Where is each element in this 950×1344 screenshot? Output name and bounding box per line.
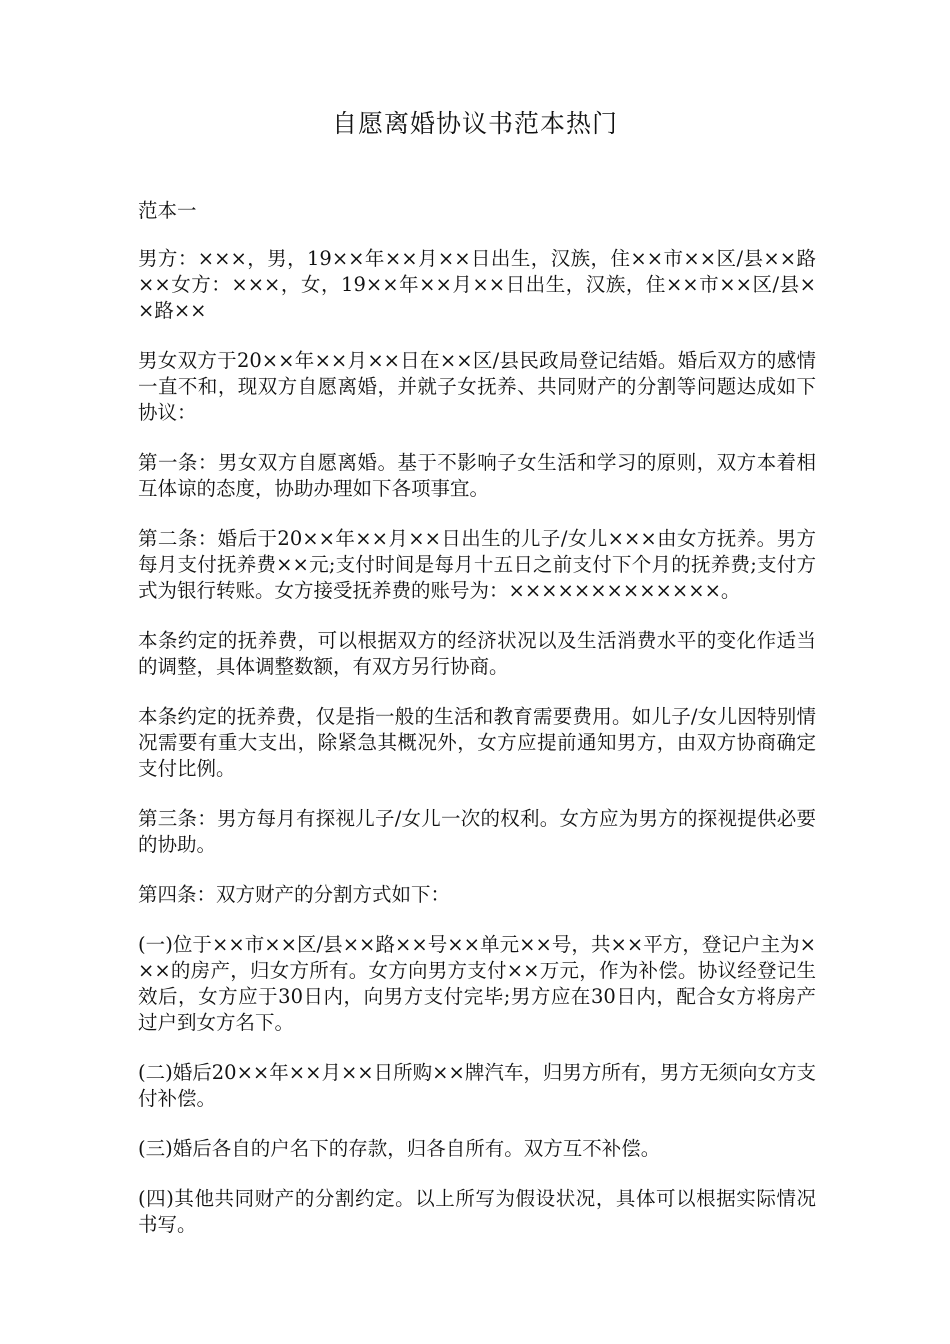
paragraph-article-2: 第二条：婚后于20××年××月××日出生的儿子/女儿×××由女方抚养。男方每月支付抚养费××元;支付时间是每月十五日之前支付下个月的抚养费;支付方式为银行转账。女方接受抚养费的账号为：×××××××××××××。 xyxy=(138,527,816,602)
paragraph-property-house: (一)位于××市××区/县××路××号××单元××号，共××平方，登记户主为×××的房产，归女方所有。女方向男方支付××万元，作为补偿。协议经登记生效后，女方应于30日内，向男方支付完毕;男方应在30日内，配合女方将房产过户到女方名下。 xyxy=(138,933,816,1034)
paragraph-article-4: 第四条：双方财产的分割方式如下： xyxy=(138,883,451,906)
document-title: 自愿离婚协议书范本热门 xyxy=(331,109,618,138)
paragraph-support-scope: 本条约定的抚养费，仅是指一般的生活和教育需要费用。如儿子/女儿因特别情况需要有重大支出，除紧急其概况外，女方应提前通知男方，由双方协商确定支付比例。 xyxy=(138,705,816,780)
document-body xyxy=(138,198,816,1262)
paragraph-property-deposits: (三)婚后各自的户名下的存款，归各自所有。双方互不补偿。 xyxy=(138,1137,661,1160)
paragraph-support-adjustment: 本条约定的抚养费，可以根据双方的经济状况以及生活消费水平的变化作适当的调整，具体调整数额，有双方另行协商。 xyxy=(138,629,816,678)
paragraph-parties: 男方：×××，男，19××年××月××日出生，汉族，住××市××区/县××路××女方：×××，女，19××年××月××日出生，汉族，住××市××区/县××路×× xyxy=(138,247,816,322)
paragraph-property-other: (四)其他共同财产的分割约定。以上所写为假设状况，具体可以根据实际情况书写。 xyxy=(138,1187,816,1236)
paragraph-property-car: (二)婚后20××年××月××日所购××牌汽车，归男方所有，男方无须向女方支付补偿。 xyxy=(138,1061,816,1110)
section-label: 范本一 xyxy=(138,199,197,222)
paragraph-article-1: 第一条：男女双方自愿离婚。基于不影响子女生活和学习的原则，双方本着相互体谅的态度，协助办理如下各项事宜。 xyxy=(138,451,816,500)
paragraph-article-3: 第三条：男方每月有探视儿子/女儿一次的权利。女方应为男方的探视提供必要的协助。 xyxy=(138,807,816,856)
paragraph-marriage-background: 男女双方于20××年××月××日在××区/县民政局登记结婚。婚后双方的感情一直不和，现双方自愿离婚，并就子女抚养、共同财产的分割等问题达成如下协议： xyxy=(138,349,816,424)
